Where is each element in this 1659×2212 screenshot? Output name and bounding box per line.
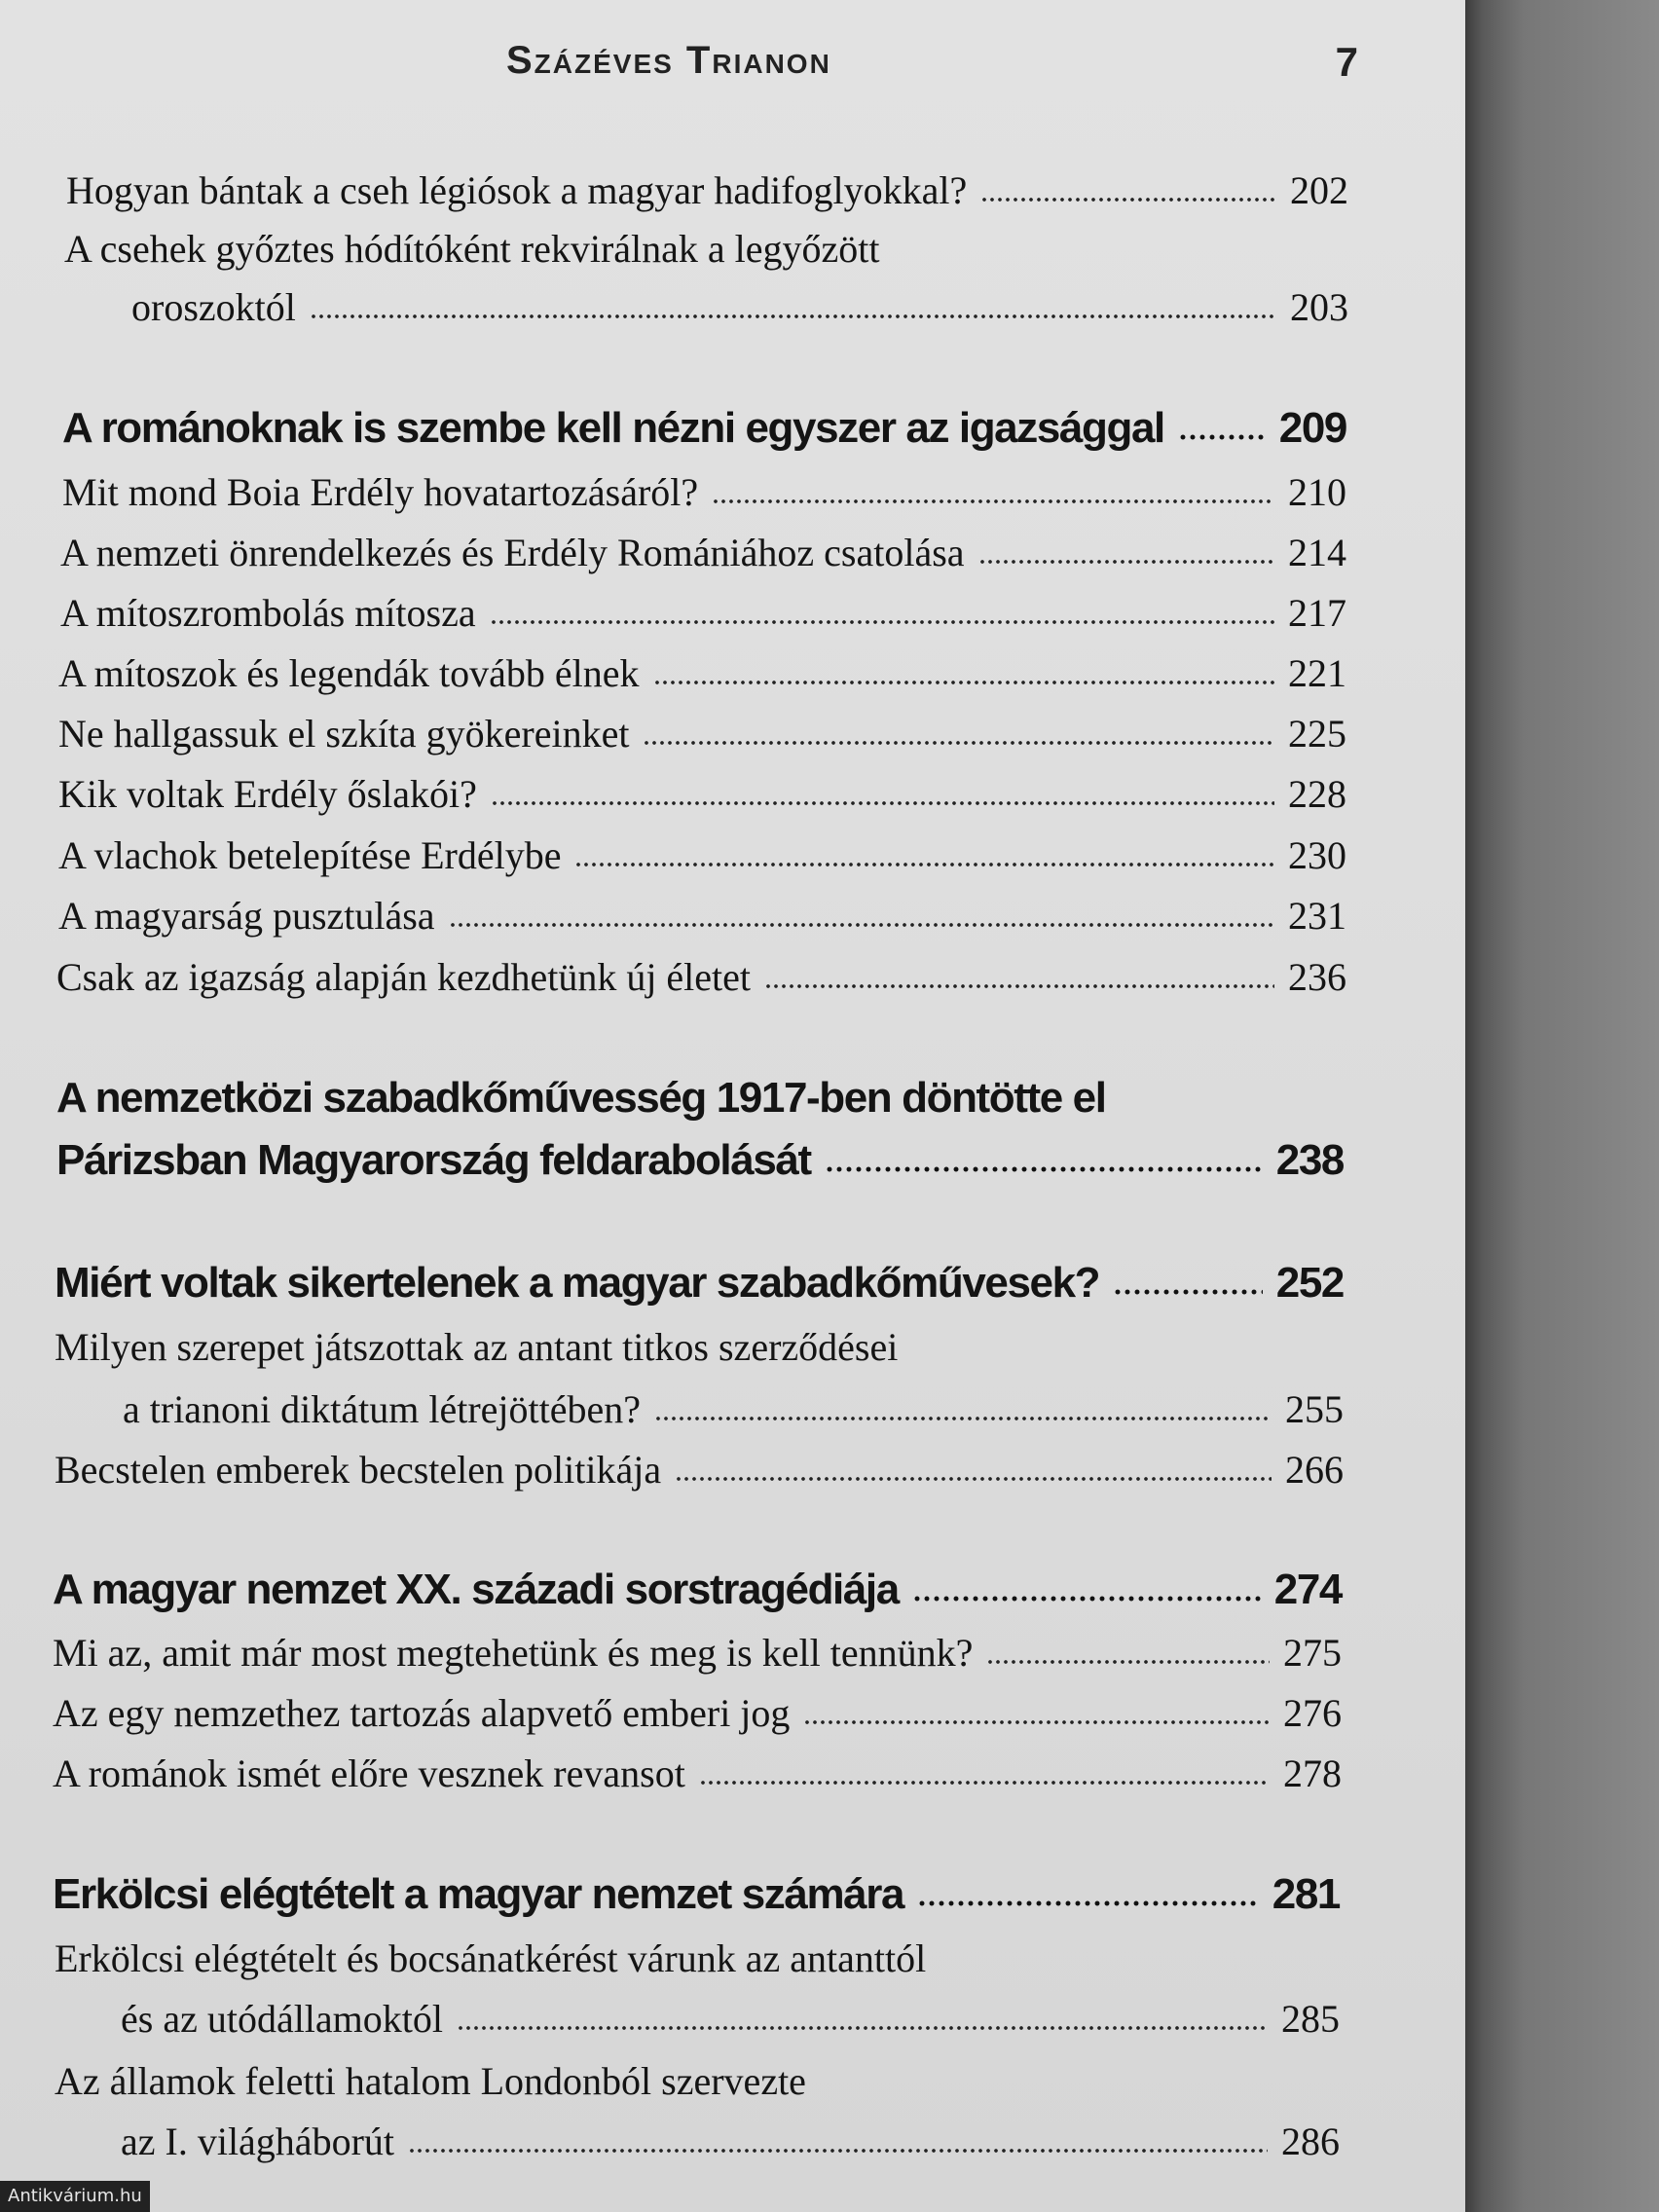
toc-entry-title: A magyarság pusztulása xyxy=(58,894,435,938)
toc-dot-leader xyxy=(986,1656,1270,1666)
toc-entry-title: Becstelen emberek becstelen politikája xyxy=(55,1448,662,1492)
toc-entry xyxy=(64,222,1348,276)
toc-entry-title: A románok ismét előre vesznek revansot xyxy=(53,1751,685,1795)
toc-dot-leader xyxy=(1178,432,1266,442)
toc-entry xyxy=(60,526,1346,580)
toc-dot-leader xyxy=(912,1594,1261,1604)
toc-page-number: 238 xyxy=(1275,1136,1344,1184)
toc-dot-leader xyxy=(699,1777,1270,1787)
toc-entry xyxy=(53,1626,1342,1680)
toc-page-number: 252 xyxy=(1275,1259,1344,1307)
running-header-page-number: 7 xyxy=(1335,39,1358,85)
toc-entry-title: Hogyan bántak a cseh légiósok a magyar hadifoglyokkal? xyxy=(66,168,968,212)
toc-chapter-heading xyxy=(53,1867,1340,1922)
toc-entry-title: A vlachok betelepítése Erdélybe xyxy=(58,833,562,877)
toc-entry xyxy=(55,2054,1340,2109)
toc-entry xyxy=(66,164,1348,218)
toc-page-number: 236 xyxy=(1288,955,1346,999)
toc-page-number: 210 xyxy=(1288,470,1346,514)
toc-entry-title: A nemzeti önrendelkezés és Erdély Romániához csatolása xyxy=(60,531,965,574)
toc-chapter-heading xyxy=(56,1133,1344,1188)
toc-entry xyxy=(55,1932,1340,1986)
toc-entry xyxy=(58,646,1346,701)
toc-page-number: 202 xyxy=(1290,168,1348,212)
toc-dot-leader xyxy=(408,2145,1268,2155)
toc-entry-title: Erkölcsi elégtételt a magyar nemzet számára xyxy=(53,1870,904,1918)
toc-page-number: 231 xyxy=(1288,894,1346,938)
toc-entry xyxy=(123,1382,1344,1437)
toc-dot-leader xyxy=(825,1164,1263,1174)
toc-chapter-heading xyxy=(62,401,1346,456)
toc-entry-title: Párizsban Magyarország feldarabolását xyxy=(56,1136,811,1184)
toc-entry-title: Milyen szerepet játszottak az antant titkos szerződései xyxy=(55,1325,899,1369)
toc-page-number: 228 xyxy=(1288,772,1346,816)
toc-entry-title: A magyar nemzet XX. századi sorstragédiája xyxy=(53,1566,899,1613)
toc-dot-leader xyxy=(675,1473,1272,1483)
toc-entry xyxy=(55,1320,1344,1375)
toc-entry-title: A mítoszok és legendák tovább élnek xyxy=(58,651,640,695)
toc-entry-title: a trianoni diktátum létrejöttében? xyxy=(123,1387,642,1431)
toc-chapter-heading xyxy=(56,1071,1344,1125)
toc-page-number: 281 xyxy=(1272,1870,1340,1918)
toc-page-number: 266 xyxy=(1285,1448,1344,1492)
toc-entry xyxy=(58,829,1346,883)
toc-entry xyxy=(55,1443,1344,1497)
toc-entry xyxy=(56,950,1346,1005)
toc-page-number: 209 xyxy=(1278,404,1346,452)
toc-entry-title: A románoknak is szembe kell nézni egyszer az igazsággal xyxy=(62,404,1164,452)
toc-entry xyxy=(60,586,1346,641)
toc-dot-leader xyxy=(490,616,1274,626)
toc-entry xyxy=(53,1747,1342,1801)
toc-page-number: 276 xyxy=(1283,1691,1342,1735)
toc-dot-leader xyxy=(980,194,1276,203)
toc-page-number: 221 xyxy=(1288,651,1346,695)
toc-chapter-heading xyxy=(55,1256,1344,1310)
toc-dot-leader xyxy=(449,919,1274,929)
toc-page-number: 274 xyxy=(1273,1566,1342,1613)
toc-dot-leader xyxy=(978,556,1274,566)
toc-dot-leader xyxy=(917,1899,1259,1908)
toc-entry xyxy=(131,280,1348,335)
toc-entry xyxy=(121,2115,1340,2169)
toc-entry-title: Miért voltak sikertelenek a magyar szabadkőművesek? xyxy=(55,1259,1100,1307)
toc-page-number: 217 xyxy=(1288,591,1346,635)
toc-entry-title: Mi az, amit már most megtehetünk és meg is kell tennünk? xyxy=(53,1631,974,1675)
toc-entry xyxy=(53,1686,1342,1741)
toc-dot-leader xyxy=(653,677,1274,686)
running-header-title: Százéves Trianon xyxy=(506,39,831,82)
toc-page-number: 278 xyxy=(1283,1751,1342,1795)
toc-dot-leader xyxy=(803,1716,1270,1726)
toc-entry-title: Kik voltak Erdély őslakói? xyxy=(58,772,477,816)
toc-page-number: 203 xyxy=(1290,285,1348,329)
toc-entry xyxy=(58,889,1346,943)
toc-dot-leader xyxy=(491,797,1274,807)
toc-dot-leader xyxy=(654,1413,1272,1422)
toc-dot-leader xyxy=(457,2022,1268,2032)
toc-entry-title: Erkölcsi elégtételt és bocsánatkérést várunk az antanttól xyxy=(55,1936,927,1980)
toc-dot-leader xyxy=(1113,1287,1263,1297)
toc-entry xyxy=(121,1992,1340,2046)
toc-dot-leader xyxy=(310,311,1276,320)
toc-entry-title: A csehek győztes hódítóként rekvirálnak a legyőzött xyxy=(64,227,880,271)
toc-entry-title: Az államok feletti hatalom Londonból szervezte xyxy=(55,2059,806,2103)
toc-page-number: 275 xyxy=(1283,1631,1342,1675)
toc-entry-title: Ne hallgassuk el szkíta gyökereinket xyxy=(58,712,630,756)
toc-page-number: 214 xyxy=(1288,531,1346,574)
toc-dot-leader xyxy=(712,496,1274,505)
toc-entry-title: A mítoszrombolás mítosza xyxy=(60,591,476,635)
toc-page-number: 255 xyxy=(1285,1387,1344,1431)
toc-entry-title: A nemzetközi szabadkőművesség 1917-ben döntötte el xyxy=(56,1074,1106,1122)
toc-dot-leader xyxy=(574,859,1274,868)
toc-entry-title: Az egy nemzethez tartozás alapvető emberi jog xyxy=(53,1691,791,1735)
toc-chapter-heading xyxy=(53,1563,1342,1617)
toc-entry xyxy=(58,707,1346,761)
toc-entry-title: az I. világháborút xyxy=(121,2120,394,2163)
toc-entry-title: oroszoktól xyxy=(131,285,296,329)
source-watermark: Antikvárium.hu xyxy=(0,2181,150,2212)
toc-entry xyxy=(58,767,1346,822)
toc-entry-title: és az utódállamoktól xyxy=(121,1997,444,2041)
toc-page-number: 230 xyxy=(1288,833,1346,877)
toc-dot-leader xyxy=(764,980,1274,990)
toc-page-number: 286 xyxy=(1281,2120,1340,2163)
toc-page-number: 225 xyxy=(1288,712,1346,756)
toc-entry-title: Mit mond Boia Erdély hovatartozásáról? xyxy=(62,470,699,514)
book-spine-edge xyxy=(1465,0,1659,2212)
toc-entry-title: Csak az igazság alapján kezdhetünk új életet xyxy=(56,955,752,999)
toc-dot-leader xyxy=(643,737,1274,747)
toc-entry xyxy=(62,465,1346,520)
toc-page-number: 285 xyxy=(1281,1997,1340,2041)
